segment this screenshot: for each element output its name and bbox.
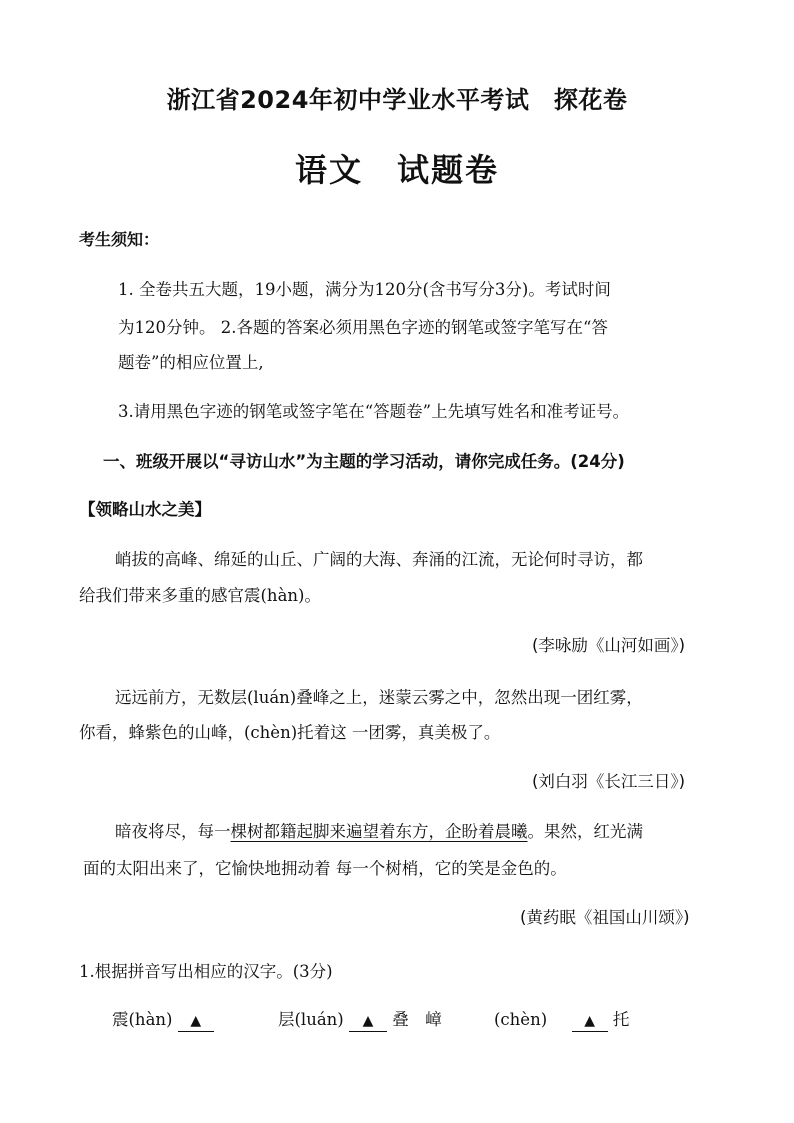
- question-1-text: 1.根据拼音写出相应的汉字。(3分): [79, 962, 333, 981]
- item-2-suffix: 叠 嶂: [392, 1010, 442, 1029]
- notice-line-4: 3.请用黑色字迹的钢笔或签字笔在“答题卷”上先填写姓名和准考证号。: [118, 402, 630, 421]
- passage-3-line-2: 面的太阳出来了，它愉快地拥动着 每一个树梢，它的笑是金色的。: [83, 859, 567, 878]
- answer-blank-3[interactable]: [572, 1010, 608, 1032]
- passage-1-source: (李咏励《山河如画》): [532, 636, 686, 655]
- passage-2-source: (刘白羽《长江三日》): [532, 772, 686, 791]
- exam-title: 浙江省2024年初中学业水平考试 探花卷: [166, 86, 628, 114]
- passage-1-line-2: 给我们带来多重的感官震(hàn)。: [79, 586, 321, 605]
- item-3-pinyin: (chèn): [494, 1010, 548, 1029]
- notice-line-2: 为120分钟。 2.各题的答案必须用黑色字迹的钢笔或签字笔写在“答: [118, 318, 608, 337]
- notice-heading: 考生须知：: [79, 230, 160, 249]
- triangle-icon: ▲: [190, 1013, 202, 1029]
- answer-blank-2[interactable]: [349, 1010, 387, 1032]
- question-1-item-2: [278, 1006, 442, 1032]
- question-1-item-1: [112, 1006, 214, 1032]
- section-1-subheading: 【领略山水之美】: [79, 500, 211, 519]
- triangle-icon: ▲: [362, 1013, 374, 1029]
- section-1-heading: 一、班级开展以“寻访山水”为主题的学习活动，请你完成任务。(24分): [103, 452, 625, 471]
- passage-3-line-1-start: 暗夜将尽，每一: [115, 822, 231, 841]
- item-2-pinyin: 层(luán): [278, 1010, 344, 1029]
- passage-3-underlined-phrase: 棵树都籍起脚来遍望着东方，企盼着晨曦: [230, 822, 528, 841]
- passage-2-line-1: 远远前方，无数层(luán)叠峰之上，迷蒙云雾之中，忽然出现一团红雾，: [115, 688, 643, 707]
- passage-3-line-1-end: 。果然，红光满: [527, 822, 643, 841]
- passage-3-line-1: [115, 818, 643, 842]
- triangle-icon: ▲: [584, 1013, 596, 1029]
- passage-1-line-1: 峭拔的高峰、绵延的山丘、广阔的大海、奔涌的江流，无论何时寻访，都: [115, 550, 643, 569]
- notice-line-1: 1. 全卷共五大题，19小题，满分为120分(含书写分3分)。考试时间: [118, 280, 611, 299]
- question-1-item-3: [494, 1006, 629, 1032]
- notice-line-3: 题卷”的相应位置上,: [118, 353, 264, 372]
- item-1-pinyin: 震(hàn): [112, 1010, 173, 1029]
- passage-3-source: (黄药眠《祖国山川颂》): [520, 908, 690, 927]
- item-3-suffix: 托: [612, 1010, 630, 1029]
- passage-2-line-2: 你看，蜂紫色的山峰，(chèn)托着这 一团雾，真美极了。: [79, 723, 501, 742]
- answer-blank-1[interactable]: [178, 1010, 214, 1032]
- exam-subtitle: 语文 试题卷: [294, 151, 499, 189]
